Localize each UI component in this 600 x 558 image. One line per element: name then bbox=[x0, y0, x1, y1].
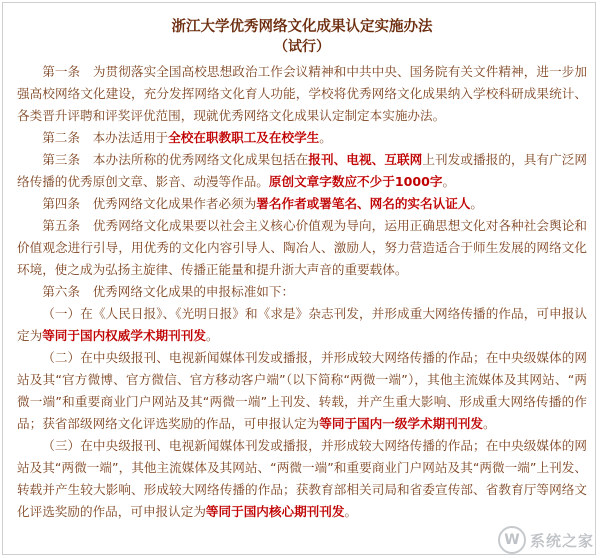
paragraph-text: （二）在中央级报刊、电视新闻媒体刊发或播报，并形成较大网络传播的作品；在中央级媒体的网站及其“官方微博、官方微信、官方移动客户端”（以下简称“两微一端”），其他主流媒体及其网站、“两微一端”和重要商业门户网站及其“两微一端”上刊发、转载，并产生重大影响、形成重大网络传播的作品；获省部级网络文化评选奖励的作品，可申报认定为 bbox=[17, 350, 587, 431]
article-paragraph bbox=[17, 215, 587, 281]
paragraph-text: 第四条 优秀网络文化成果作者必须为 bbox=[42, 196, 257, 211]
highlighted-text: 全校在职教职工及在校学生 bbox=[168, 130, 320, 145]
paragraph-text: （三）在中央级报刊、电视新闻媒体刊发或播报，并形成较大网络传播的作品；在中央级媒体的网站及其“两微一端”，其他主流媒体及其网站、“两微一端”和重要商业门户网站及其“两微一端”上刊发、转载并产生较大影响、形成较大网络传播的作品；获教育部相关司局和省委宣传部、省教育厅等网络文化评选奖励的作品，可申报认定为 bbox=[17, 438, 587, 519]
document-frame bbox=[2, 2, 596, 555]
highlighted-text: 等同于国内一级学术期刊刊发 bbox=[319, 416, 483, 431]
article-paragraph bbox=[17, 435, 587, 523]
paragraph-text: 第五条 优秀网络文化成果要以社会主义核心价值观为导向，运用正确思想文化对各种社会舆论和价值观念进行引导，用优秀的文化内容引导人、陶冶人、激励人，努力营造适合于师生发展的网络文化环境，使之成为弘扬主旋律、传播正能量和提升浙大声音的重要载体。 bbox=[17, 218, 587, 277]
paragraph-text: 上刊发或播报的，具有广泛网络传播的优秀原创文章、影音、动漫等作品。 bbox=[17, 152, 587, 189]
highlighted-text: 等同于国内核心期刊刊发 bbox=[205, 504, 345, 519]
paragraph-text: 。 bbox=[470, 196, 483, 211]
paragraph-text: 。 bbox=[344, 504, 358, 519]
paragraph-text: 。 bbox=[319, 130, 332, 145]
paragraph-text: 第三条 本办法所称的优秀网络文化成果包括在 bbox=[42, 152, 309, 167]
site-watermark bbox=[498, 526, 594, 554]
paragraph-text: 。 bbox=[442, 174, 456, 189]
paragraph-text: 。 bbox=[205, 328, 219, 343]
article-paragraph bbox=[17, 303, 587, 347]
article-paragraph bbox=[17, 193, 587, 215]
document-body bbox=[17, 17, 587, 523]
document-paragraphs bbox=[17, 61, 587, 523]
watermark-logo-icon: W bbox=[498, 526, 526, 554]
paragraph-text: 第二条 本办法适用于 bbox=[42, 130, 169, 145]
highlighted-text: 署名作者或署笔名、网名的实名认证人 bbox=[256, 196, 471, 211]
document-title: 浙江大学优秀网络文化成果认定实施办法 bbox=[171, 19, 433, 35]
article-paragraph bbox=[17, 281, 587, 303]
highlighted-text: 报刊、电视、互联网 bbox=[308, 152, 423, 167]
highlighted-text: 原创文章字数应不少于1000字 bbox=[268, 174, 443, 189]
article-paragraph bbox=[17, 347, 587, 435]
paragraph-text: 第六条 优秀网络文化成果的申报标准如下： bbox=[42, 284, 295, 299]
paragraph-text: 。 bbox=[482, 416, 496, 431]
article-paragraph bbox=[17, 127, 587, 149]
highlighted-text: 等同于国内权威学术期刊刊发 bbox=[42, 328, 206, 343]
paragraph-text: 第一条 为贯彻落实全国高校思想政治工作会议精神和中共中央、国务院有关文件精神，进一步加强高校网络文化建设，充分发挥网络文化育人功能，学校将优秀网络文化成果纳入学校科研成果统计、各类晋升评聘和评奖评优范围，现就优秀网络文化成果认定制定本实施办法。 bbox=[17, 64, 587, 123]
document-subtitle: （试行） bbox=[274, 39, 330, 55]
article-paragraph bbox=[17, 149, 587, 193]
watermark-text: 系统之家 bbox=[529, 531, 594, 550]
article-paragraph bbox=[17, 61, 587, 127]
paragraph-text: （一）在《人民日报》、《光明日报》和《求是》杂志刊发，并形成重大网络传播的作品，可申报认定为 bbox=[17, 306, 587, 343]
